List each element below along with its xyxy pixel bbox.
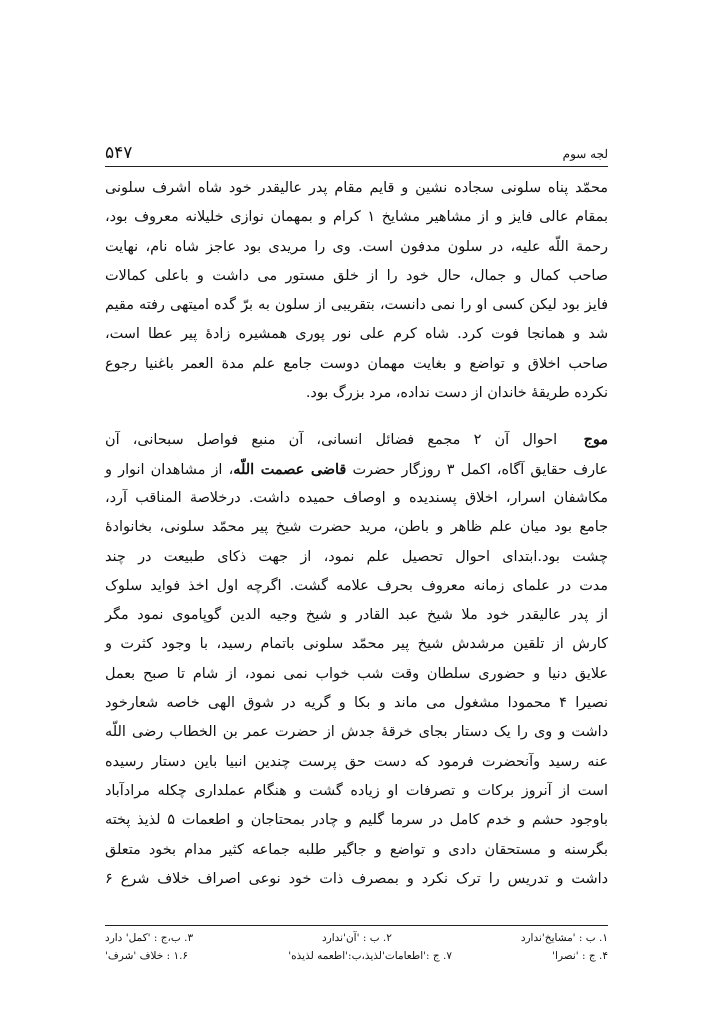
page-header bbox=[105, 143, 608, 165]
footnote-row bbox=[105, 929, 608, 947]
text-line: نصیرا ۴ محمودا مشغول می ماند و بکا و گریه در شوق الهی خاصه شعارخود bbox=[105, 695, 608, 712]
text-line-with-name bbox=[105, 455, 608, 484]
text-line: رحمة اللّه علیه، در سلون مدفون است. وی را مریدی بود عاجز شاه نام، نهایت bbox=[105, 238, 608, 255]
footnotes bbox=[105, 929, 608, 965]
text-line: صاحب کمال و جمال، حال خود را از خلق مستور می داشت و باعلی کمالات bbox=[105, 267, 608, 284]
text-line: محمّد پناه سلونی سجاده نشین و قایم مقام پدر عالیقدر خود شاه اشرف سلونی bbox=[105, 180, 608, 196]
text-line: کارش از تلقین مرشدش شیخ پیر محمّد سلونی باتمام رسید، با وجود کثرت و bbox=[105, 636, 608, 653]
text-line: بمقام عالی فایز و از مشاهیر مشایخ ۱ کرام و بمهمان نوازی خلیلانه معروف بود، bbox=[105, 209, 609, 226]
person-name: قاضی عصمت اللّه bbox=[233, 460, 347, 478]
header-rule bbox=[105, 166, 608, 167]
footnote-3: ۳. ب،ج : 'کمل' دارد bbox=[105, 932, 194, 944]
first-line-text: احوال آن ۲ مجمع فضائل انسانی، آن منبع فواصل سبحانی، آن bbox=[105, 432, 558, 449]
text-line: داشت و وی را یک دستار بجای خرقهٔ جدش از حضرت عمر بن الخطاب رضی اللّه bbox=[105, 724, 608, 741]
text-line: جامع بود میان علم ظاهر و باطن، مرید حضرت شیخ پیر محمّد سلونی، بخانوادهٔ bbox=[105, 519, 608, 536]
text-line: عنه رسید وآنحضرت فرمود که دست حق پرست چندین انبیا باین دستار رسیده bbox=[105, 753, 608, 770]
line-text-after: ، از مشاهدان انوار و bbox=[105, 461, 234, 478]
paragraph-1 bbox=[105, 174, 608, 408]
footnote-6: ۱.۶ : خلاف 'شرف' bbox=[105, 950, 189, 962]
line-text-before: عارف حقایق آگاه، اکمل ۳ روزگار حضرت bbox=[352, 461, 608, 478]
text-line: داشت و تدریس را ترک نکرد و بمصرف ذات خود نوعی اصراف خلاف شرع ۶ bbox=[105, 870, 608, 887]
main-text bbox=[105, 174, 608, 894]
text-line: علایق دنیا و حضوری سلطان وقت شب خواب نمی نمود، از شام تا صبح بعمل bbox=[105, 665, 608, 682]
footnote-rule bbox=[105, 925, 608, 926]
text-line-first bbox=[105, 425, 608, 454]
text-line: مکاشفان اسرار، اخلاق پسندیده و اوصاف حمیده داشت. درخلاصة المناقب آرد، bbox=[105, 489, 608, 506]
text-line: شد و همانجا فوت کرد. شاه کرم علی نور پوری همشیره زادهٔ پیر عطا است، bbox=[105, 326, 608, 343]
section-title: لجه سوم bbox=[562, 147, 608, 161]
text-line: صاحب اخلاق و تواضع و بغایت مهمان دوست جامع علم مدة العمر باغنیا رجوع bbox=[105, 355, 608, 372]
text-line: چشت بود.ابتدای احوال تحصیل علم نمود، از جهت ذکای طبیعت در چند bbox=[105, 548, 608, 565]
text-line: مدت در علمای زمانه معروف بحرف علامه گشت. اگرچه اول اخذ فواید سلوک bbox=[105, 577, 608, 594]
lead-word: موج bbox=[583, 431, 609, 449]
text-line: بگرسنه و مستحقان دادی و تواضع و جاگیر طلبه جماعه کثیر مدام بخود متعلق bbox=[105, 841, 608, 858]
text-line: است از آنروز برکات و تصرفات او زیاده گشت و هنگام عملداری چکله مرادآباد bbox=[105, 782, 608, 799]
footnote-1: ۱. ب : 'مشایخ'ندارد bbox=[520, 932, 608, 944]
footnote-row bbox=[105, 947, 608, 965]
text-line: فایز بود لیکن کسی او را نمی دانست، بتقریبی از سلون به برّ گده امیتهی رفته مقیم bbox=[105, 297, 608, 314]
page-number: ۵۴۷ bbox=[105, 143, 133, 163]
footnote-4: ۴. ج : 'نصرا' bbox=[552, 950, 608, 962]
paragraph-gap bbox=[105, 408, 608, 425]
text-line: از پدر عالیقدر خود ملا شیخ عبد القادر و شیخ وجیه الدین گوپاموی نمود مگر bbox=[105, 607, 608, 624]
text-line: باوجود حشم و خدم کامل در سرما گلیم و چادر بمحتاجان و اطعمات ۵ لذیذ پخته bbox=[105, 812, 609, 829]
footnote-5: ۷. ج :'اطعامات'لذیذ،ب:'اطعمه لذیذه' bbox=[288, 950, 452, 962]
footnote-2: ۲. ب : 'آن'ندارد bbox=[321, 932, 392, 944]
text-line: نکرده طریقهٔ خاندان از دست نداده، مرد بزرگ بود. bbox=[305, 385, 608, 402]
paragraph-2 bbox=[105, 425, 608, 894]
